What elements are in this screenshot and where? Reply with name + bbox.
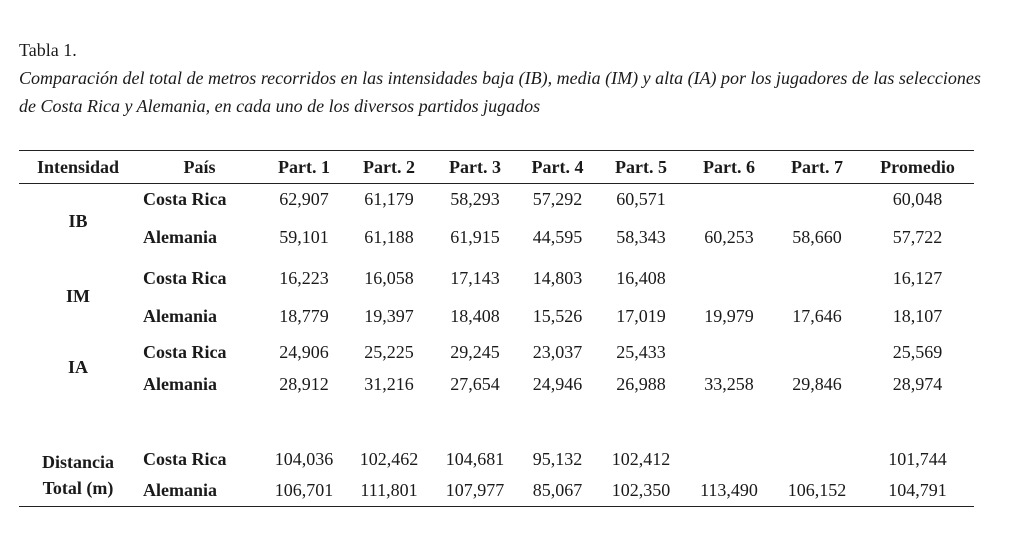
value-cell: 25,225 — [364, 341, 414, 362]
value-cell: 58,660 — [792, 226, 842, 247]
value-cell: 25,433 — [616, 341, 666, 362]
total-label-line2: Total (m) — [42, 478, 114, 499]
value-cell: 106,152 — [787, 479, 847, 500]
country-cell: Alemania — [143, 226, 217, 247]
value-cell — [773, 184, 861, 216]
average-cell: 60,048 — [892, 189, 943, 210]
average-cell: 57,722 — [892, 226, 943, 247]
country-cell: Costa Rica — [143, 189, 227, 210]
average-cell: 101,744 — [888, 449, 947, 469]
value-cell: 61,915 — [450, 226, 500, 247]
average-cell: 25,569 — [892, 341, 943, 362]
value-cell: 104,036 — [274, 449, 334, 469]
table-row — [19, 475, 974, 507]
value-cell — [685, 335, 773, 370]
value-cell: 62,907 — [279, 189, 329, 210]
value-cell: 60,253 — [704, 226, 754, 247]
value-cell: 17,019 — [616, 306, 666, 326]
distance-table — [19, 150, 974, 507]
value-cell: 107,977 — [445, 479, 505, 500]
group-label-ia: IA — [67, 356, 88, 377]
header-intensidad: Intensidad — [36, 156, 120, 177]
value-cell: 15,526 — [532, 306, 583, 326]
table-label: Tabla 1. — [19, 40, 77, 60]
country-cell: Costa Rica — [143, 341, 227, 362]
value-cell: 26,988 — [616, 374, 666, 394]
header-part-3: Part. 3 — [449, 156, 501, 177]
value-cell: 104,681 — [445, 449, 505, 469]
country-cell: Alemania — [143, 374, 217, 394]
value-cell: 19,979 — [704, 306, 754, 326]
country-cell: Costa Rica — [143, 268, 227, 288]
header-part-2: Part. 2 — [363, 156, 415, 177]
table-row — [19, 299, 974, 335]
header-part-4: Part. 4 — [531, 156, 584, 177]
value-cell: 24,906 — [279, 341, 329, 362]
value-cell: 113,490 — [700, 479, 758, 500]
value-cell — [685, 445, 773, 475]
value-cell: 17,646 — [792, 306, 842, 326]
header-part-6: Part. 6 — [703, 156, 755, 177]
value-cell: 58,343 — [616, 226, 666, 247]
value-cell: 29,245 — [450, 341, 500, 362]
header-part-1: Part. 1 — [278, 156, 330, 177]
average-cell: 16,127 — [892, 268, 943, 288]
value-cell — [773, 259, 861, 299]
value-cell: 24,946 — [532, 374, 583, 394]
value-cell — [685, 259, 773, 299]
header-promedio: Promedio — [880, 156, 955, 177]
value-cell: 59,101 — [279, 226, 329, 247]
table-row — [19, 216, 974, 259]
table-row — [19, 335, 974, 370]
value-cell: 102,350 — [611, 479, 671, 500]
value-cell: 27,654 — [450, 374, 500, 394]
value-cell: 106,701 — [274, 479, 334, 500]
value-cell — [773, 445, 861, 475]
value-cell: 111,801 — [360, 479, 418, 500]
table-row — [19, 259, 974, 299]
value-cell: 61,188 — [364, 226, 414, 247]
group-label-ib: IB — [68, 210, 88, 231]
spacer-row — [19, 400, 974, 445]
value-cell: 60,571 — [616, 189, 666, 210]
table-caption: Comparación del total de metros recorridos en las intensidades baja (IB), media (IM) y alta (IA) por los jugadores de las selecciones de Costa Rica y Alemania, en cada uno de los diversos partidos jugados — [19, 68, 981, 116]
group-label-im: IM — [66, 286, 90, 306]
value-cell: 102,462 — [359, 449, 419, 469]
value-cell: 16,223 — [279, 268, 329, 288]
header-part-7: Part. 7 — [791, 156, 843, 177]
value-cell: 33,258 — [704, 374, 754, 394]
value-cell: 28,912 — [279, 374, 329, 394]
header-part-5: Part. 5 — [615, 156, 667, 177]
country-cell: Costa Rica — [143, 449, 227, 469]
value-cell: 102,412 — [611, 449, 671, 469]
average-cell: 28,974 — [892, 374, 943, 394]
value-cell: 17,143 — [450, 268, 500, 288]
value-cell: 58,293 — [450, 189, 500, 210]
header-row — [19, 151, 974, 184]
total-label-line1: Distancia — [42, 452, 114, 473]
value-cell: 14,803 — [532, 268, 583, 288]
value-cell: 19,397 — [364, 306, 414, 326]
value-cell: 18,408 — [450, 306, 500, 326]
header-pais: País — [183, 156, 216, 177]
country-cell: Alemania — [143, 479, 217, 500]
value-cell: 95,132 — [532, 449, 583, 469]
table-row — [19, 184, 974, 216]
value-cell: 61,179 — [364, 189, 414, 210]
spacer-cell — [19, 400, 974, 445]
value-cell: 29,846 — [792, 374, 842, 394]
value-cell: 85,067 — [532, 479, 583, 500]
value-cell: 23,037 — [532, 341, 583, 362]
average-cell: 18,107 — [892, 306, 943, 326]
country-cell: Alemania — [143, 306, 217, 326]
table-row — [19, 370, 974, 400]
value-cell: 18,779 — [279, 306, 329, 326]
value-cell — [685, 184, 773, 216]
value-cell: 16,058 — [364, 268, 414, 288]
average-cell: 104,791 — [888, 479, 947, 500]
value-cell: 57,292 — [532, 189, 583, 210]
group-label-total — [19, 445, 137, 507]
value-cell — [773, 335, 861, 370]
value-cell: 16,408 — [616, 268, 666, 288]
table-row — [19, 445, 974, 475]
value-cell: 31,216 — [364, 374, 414, 394]
value-cell: 44,595 — [532, 226, 583, 247]
